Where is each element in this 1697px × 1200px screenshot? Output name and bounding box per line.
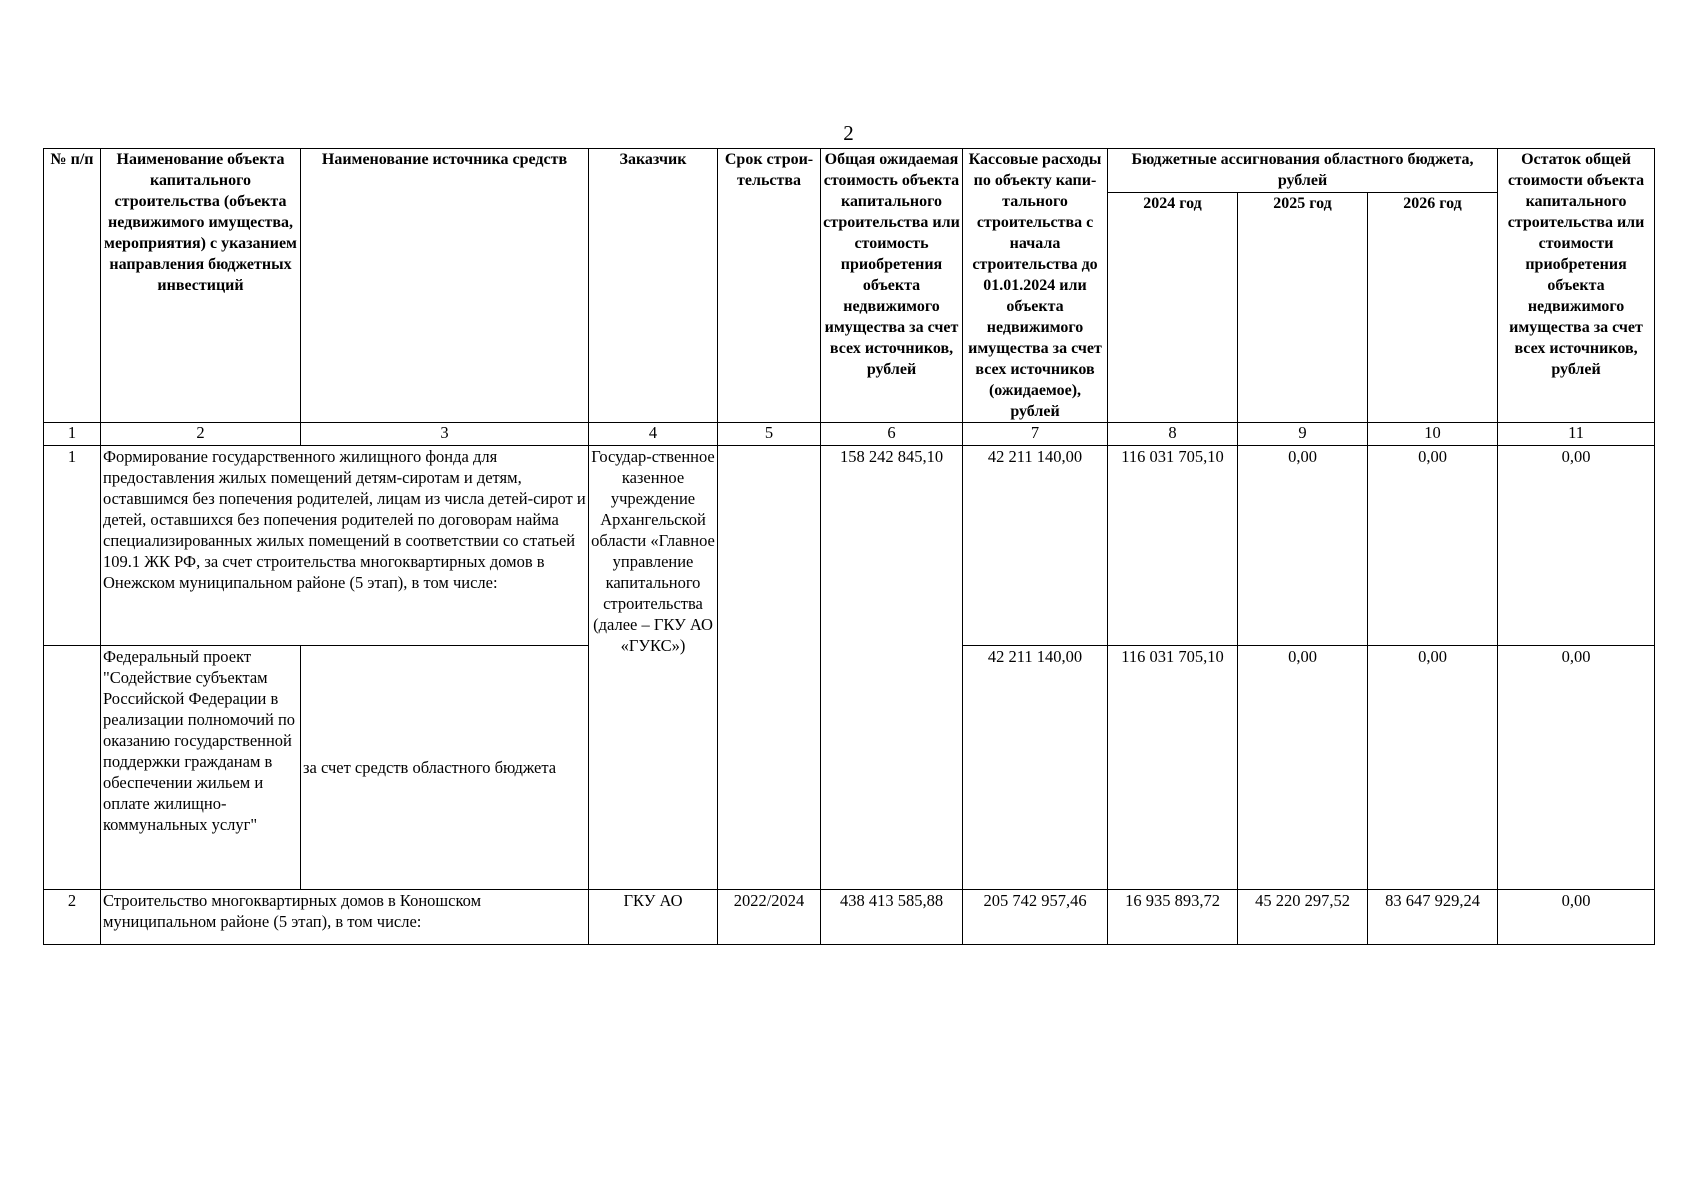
column-number: 5	[718, 423, 821, 446]
column-number: 7	[963, 423, 1108, 446]
header-num: № п/п	[44, 149, 101, 423]
header-cash-expenses: Кассовые расходы по объекту капи-тального строительства с начала строительства до 01.01.2024 или объекта недвижимого имущества за счет всех источников (ожидаемое), рублей	[963, 149, 1108, 423]
row-2-y2024: 16 935 893,72	[1108, 890, 1238, 945]
column-number: 1	[44, 423, 101, 446]
column-number: 9	[1238, 423, 1368, 446]
row-1-total-cost: 158 242 845,10	[821, 446, 963, 890]
row-2-y2026: 83 647 929,24	[1368, 890, 1498, 945]
row-1-num: 1	[44, 446, 101, 646]
row-2-cash-expenses: 205 742 957,46	[963, 890, 1108, 945]
row-1-customer: Государ-ственное казенное учреждение Архангельской области «Главное управление капитального строительства (далее – ГКУ АО «ГУКС»)	[589, 446, 718, 890]
row-2-y2025: 45 220 297,52	[1238, 890, 1368, 945]
header-year-2026: 2026 год	[1368, 193, 1498, 423]
column-number: 10	[1368, 423, 1498, 446]
header-source-name: Наименование источника средств	[301, 149, 589, 423]
header-year-2024: 2024 год	[1108, 193, 1238, 423]
column-number: 8	[1108, 423, 1238, 446]
header-year-2025: 2025 год	[1238, 193, 1368, 423]
header-object-name: Наименование объекта капитального строительства (объекта недвижимого имущества, мероприятия) с указанием направления бюджетных инвестиций	[101, 149, 301, 423]
header-budget-group: Бюджетные ассигнования областного бюджета, рублей	[1108, 149, 1498, 193]
row-1-y2026: 0,00	[1368, 446, 1498, 646]
column-number-row	[44, 423, 1655, 446]
column-number: 6	[821, 423, 963, 446]
row-1-cash-expenses: 42 211 140,00	[963, 446, 1108, 646]
row-2-num: 2	[44, 890, 101, 945]
row-1a-y2026: 0,00	[1368, 646, 1498, 890]
header-customer: Заказчик	[589, 149, 718, 423]
header-term: Срок строи-тельства	[718, 149, 821, 423]
row-1a-y2024: 116 031 705,10	[1108, 646, 1238, 890]
row-2-total-cost: 438 413 585,88	[821, 890, 963, 945]
column-number: 4	[589, 423, 718, 446]
budget-investments-table	[43, 148, 1655, 945]
header-remainder: Остаток общей стоимости объекта капитального строительства или стоимости приобретения объекта недвижимого имущества за счет всех источников, рублей	[1498, 149, 1655, 423]
row-1a-source: за счет средств областного бюджета	[301, 646, 589, 890]
row-1a-name: Федеральный проект "Содействие субъектам Российской Федерации в реализации полномочий по оказанию государственной поддержки гражданам в обеспечении жильем и оплате жилищно-коммунальных услуг"	[101, 646, 301, 890]
header-total-cost: Общая ожидаемая стоимость объекта капитального строительства или стоимость приобретения объекта недвижимого имущества за счет всех источников, рублей	[821, 149, 963, 423]
table-row	[44, 446, 1655, 646]
row-1a-cash-expenses: 42 211 140,00	[963, 646, 1108, 890]
row-1-remainder: 0,00	[1498, 446, 1655, 646]
row-2-name: Строительство многоквартирных домов в Коношском муниципальном районе (5 этап), в том числе:	[101, 890, 589, 945]
table-header-row	[44, 149, 1655, 193]
column-number: 2	[101, 423, 301, 446]
row-2-customer: ГКУ АО	[589, 890, 718, 945]
row-1a-y2025: 0,00	[1238, 646, 1368, 890]
column-number: 3	[301, 423, 589, 446]
table-row	[44, 890, 1655, 945]
row-1a-remainder: 0,00	[1498, 646, 1655, 890]
row-2-remainder: 0,00	[1498, 890, 1655, 945]
row-2-term: 2022/2024	[718, 890, 821, 945]
row-1-y2025: 0,00	[1238, 446, 1368, 646]
row-1-name: Формирование государственного жилищного фонда для предоставления жилых помещений детям-сиротам и детям, оставшимся без попечения родителей, лицам из числа детей-сирот и детей, оставшихся без попечения родителей по договорам найма специализированных жилых помещений в соответствии со статьей 109.1 ЖК РФ, за счет строительства многоквартирных домов в Онежском муниципальном районе (5 этап), в том числе:	[101, 446, 589, 646]
row-1-term	[718, 446, 821, 890]
row-1a-num	[44, 646, 101, 890]
page-number: 2	[843, 121, 854, 145]
column-number: 11	[1498, 423, 1655, 446]
row-1-y2024: 116 031 705,10	[1108, 446, 1238, 646]
